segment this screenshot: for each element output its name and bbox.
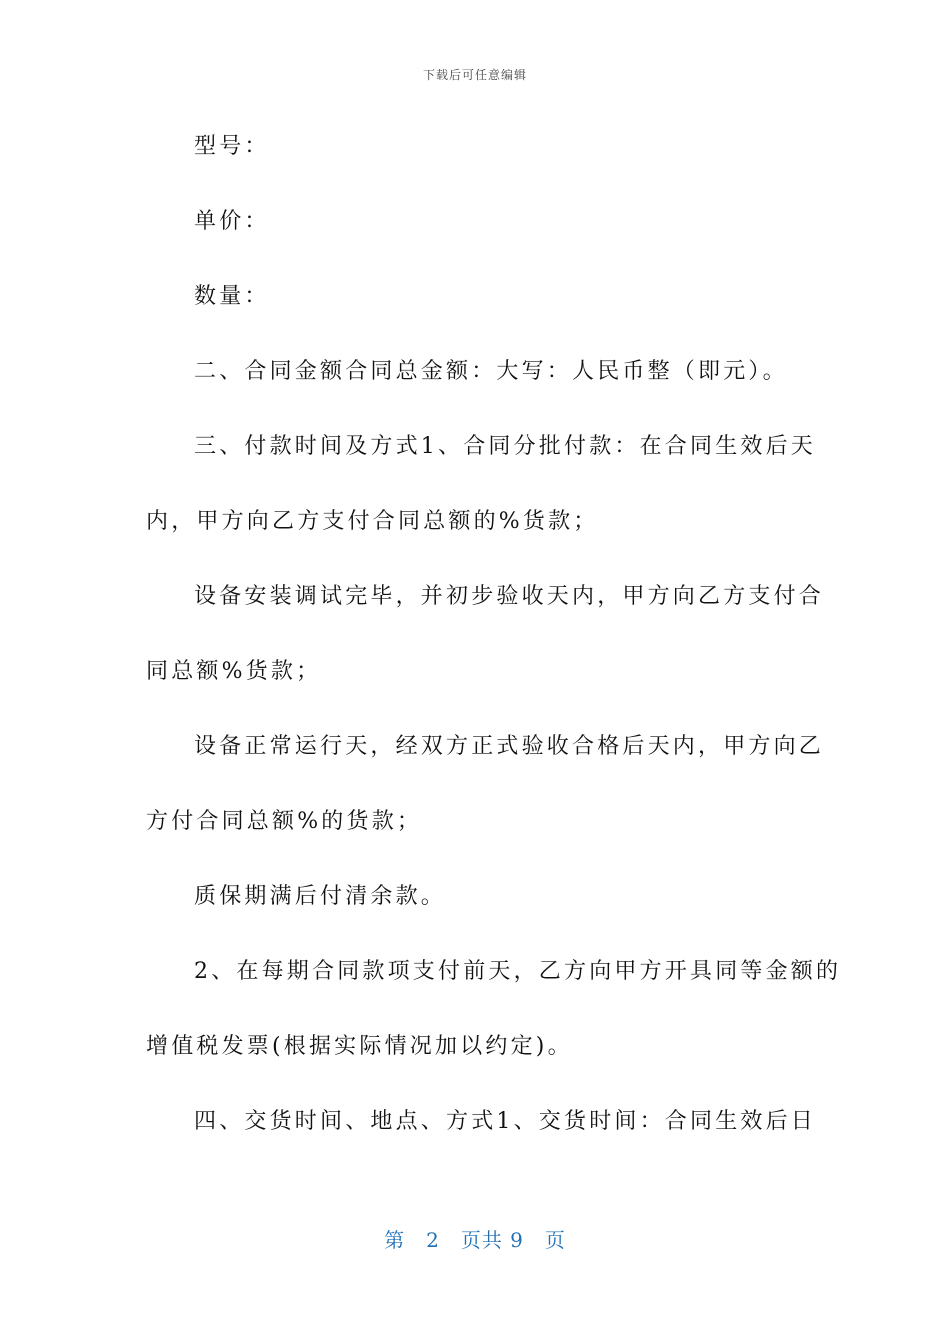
line-gap <box>146 841 806 879</box>
line-gap <box>146 916 806 954</box>
line-gap <box>146 466 806 504</box>
page-header-note: 下载后可任意编辑 <box>422 68 527 82</box>
paragraph-payment-line-2: 内，甲方向乙方支付合同总额的%货款； <box>146 509 599 534</box>
paragraph-installation-line-2: 同总额%货款； <box>146 659 322 684</box>
paragraph-invoice-line-2: 增值税发票(根据实际情况加以约定)。 <box>146 1034 573 1059</box>
line-gap <box>146 766 806 804</box>
paragraph-delivery: 四、交货时间、地点、方式1、交货时间：合同生效后日 <box>194 1109 816 1134</box>
line-gap <box>146 241 806 279</box>
document-body <box>146 128 842 1141</box>
line-gap <box>146 616 806 654</box>
paragraph-installation-line-1: 设备安装调试完毕，并初步验收天内，甲方向乙方支付合 <box>194 584 825 609</box>
paragraph-quantity: 数量： <box>194 284 270 309</box>
line-gap <box>146 316 806 354</box>
line-gap <box>146 691 806 729</box>
page-number-footer: 第 2 页共 9 页 <box>384 1228 566 1252</box>
line-gap <box>146 166 806 204</box>
line-gap <box>146 541 806 579</box>
paragraph-unit-price: 单价： <box>194 209 270 234</box>
line-gap <box>146 1066 806 1104</box>
paragraph-operation-line-2: 方付合同总额%的货款； <box>146 809 423 834</box>
paragraph-invoice-line-1: 2、在每期合同款项支付前天，乙方向甲方开具同等金额的 <box>194 959 842 984</box>
line-gap <box>146 391 806 429</box>
paragraph-operation-line-1: 设备正常运行天，经双方正式验收合格后天内，甲方向乙 <box>194 734 825 759</box>
paragraph-contract-amount: 二、合同金额合同总金额：大写：人民币整（即元）。 <box>194 359 788 384</box>
paragraph-model: 型号： <box>194 134 270 159</box>
paragraph-warranty: 质保期满后付清余款。 <box>194 884 447 909</box>
line-gap <box>146 991 806 1029</box>
paragraph-payment-line-1: 三、付款时间及方式1、合同分批付款：在合同生效后天 <box>194 434 816 459</box>
